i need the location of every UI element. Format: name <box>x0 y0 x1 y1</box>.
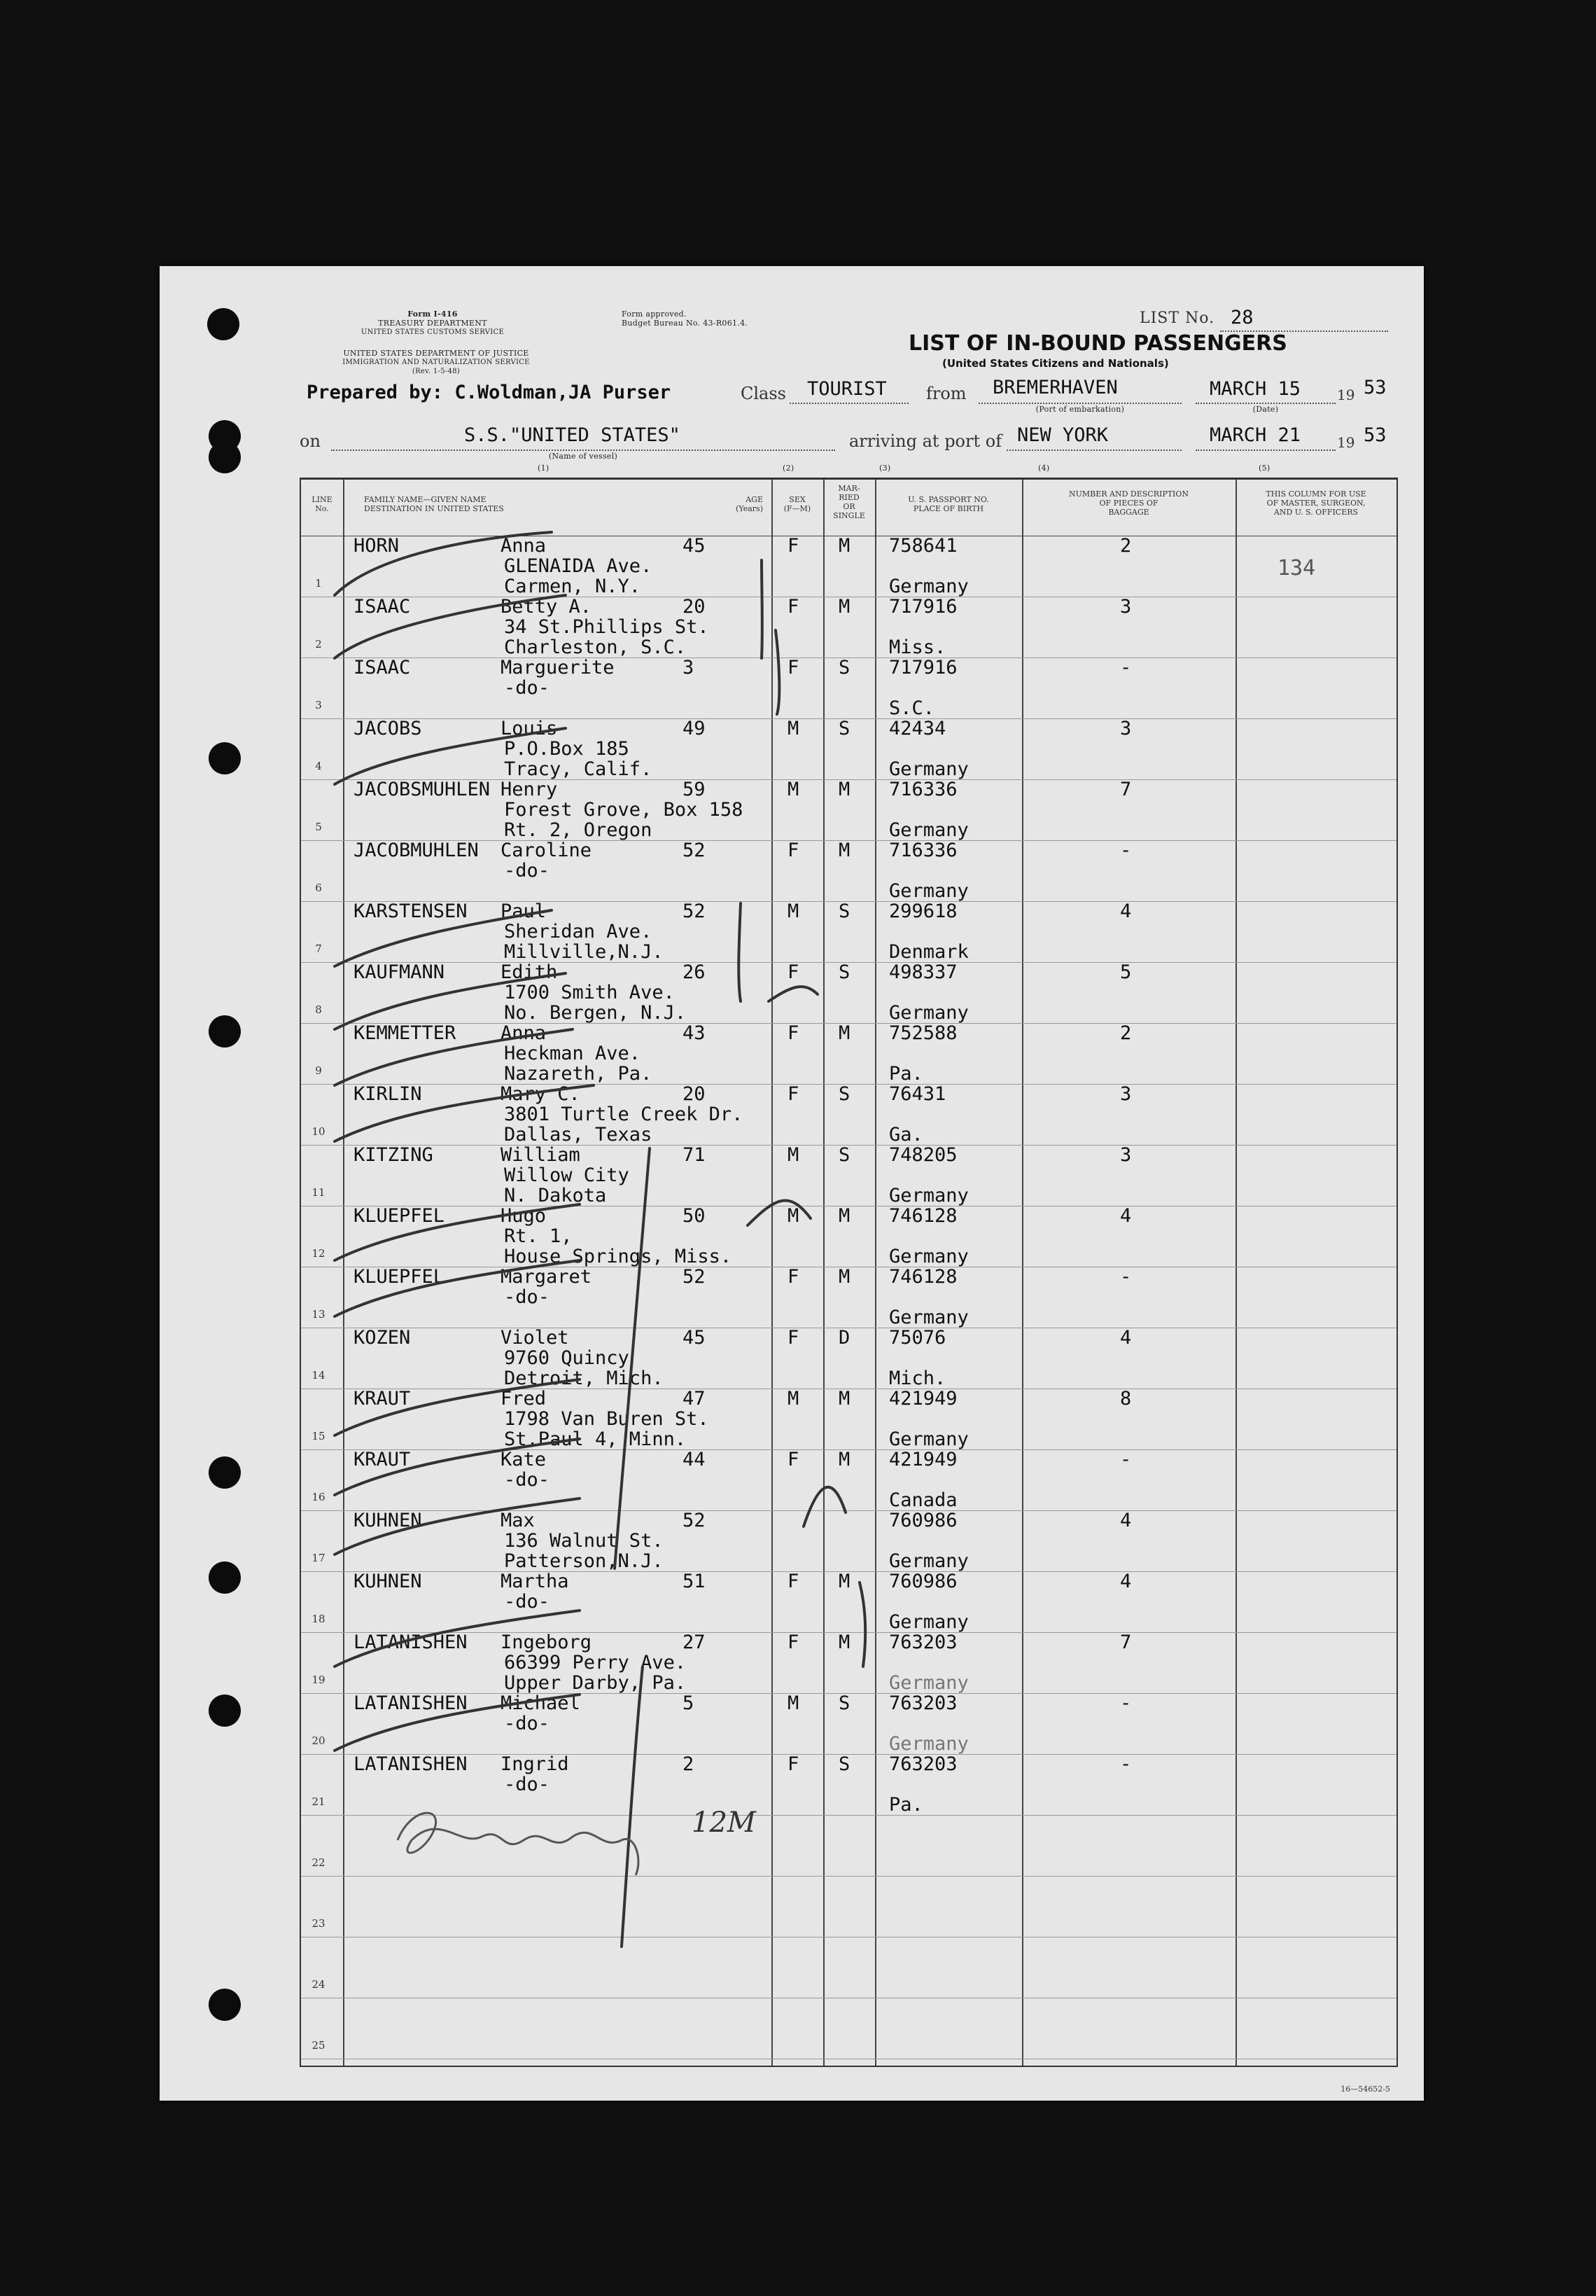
departure-date: MARCH 15 <box>1210 378 1301 400</box>
passport-number: 760986 <box>889 1571 958 1592</box>
sex: M <box>788 1205 799 1227</box>
list-label: LIST No. <box>1140 309 1215 327</box>
class-label: Class <box>741 384 786 403</box>
passport-number: 421949 <box>889 1449 958 1470</box>
marital-status: M <box>839 1388 850 1410</box>
passport-number: 758641 <box>889 535 958 557</box>
destination-line-2: Charleston, S.C. <box>504 636 687 658</box>
destination-line-2: No. Bergen, N.J. <box>504 1002 687 1024</box>
line-number: 25 <box>312 2039 326 2052</box>
line-number: 21 <box>312 1795 326 1808</box>
age: 26 <box>682 961 706 983</box>
baggage-count: 7 <box>1120 779 1132 800</box>
sex: M <box>788 1388 799 1410</box>
marital-status: M <box>839 840 850 861</box>
given-name: Marguerite <box>500 657 615 679</box>
given-name: Anna <box>500 1022 547 1044</box>
family-name: ISAAC <box>354 657 411 679</box>
arriving-label: arriving at port of <box>849 431 1002 451</box>
baggage-count: 2 <box>1120 535 1132 557</box>
place-of-birth: Pa. <box>889 1063 923 1085</box>
given-name: Michael <box>500 1692 580 1714</box>
given-name: Margaret <box>500 1266 592 1288</box>
col-header-sex: SEX (F—M) <box>783 495 811 513</box>
ins-service: IMMIGRATION AND NATURALIZATION SERVICE <box>342 359 530 366</box>
given-name: Ingeborg <box>500 1631 592 1653</box>
age: 5 <box>682 1692 694 1714</box>
place-of-birth: Germany <box>889 819 969 841</box>
baggage-count: 4 <box>1120 1205 1132 1227</box>
sex: M <box>788 779 799 800</box>
line-number: 19 <box>312 1674 326 1686</box>
baggage-count: 5 <box>1120 961 1132 983</box>
baggage-count: - <box>1120 1266 1132 1288</box>
place-of-birth: Canada <box>889 1489 958 1511</box>
arrival-date: MARCH 21 <box>1210 424 1301 446</box>
place-of-birth: Germany <box>889 1428 969 1450</box>
line-number: 14 <box>312 1369 326 1382</box>
col-header-officers: THIS COLUMN FOR USE OF MASTER, SURGEON, AND U. S. OFFICERS <box>1266 489 1366 517</box>
family-name: KRAUT <box>354 1449 411 1470</box>
sex: F <box>788 1083 799 1105</box>
line-number: 20 <box>312 1734 326 1747</box>
destination-line-2: House Springs, Miss. <box>504 1246 732 1267</box>
marital-status: S <box>839 961 850 983</box>
given-name: Mary C. <box>500 1083 580 1105</box>
place-of-birth: Germany <box>889 1733 969 1755</box>
sex: F <box>788 1022 799 1044</box>
sex: M <box>788 900 799 922</box>
age: 71 <box>682 1144 706 1166</box>
destination-line-1: 1798 Van Buren St. <box>504 1408 709 1430</box>
marital-status: S <box>839 718 850 739</box>
passport-number: 746128 <box>889 1266 958 1288</box>
passport-number: 421949 <box>889 1388 958 1410</box>
destination-line-2: Upper Darby, Pa. <box>504 1672 687 1694</box>
passport-number: 717916 <box>889 657 958 679</box>
place-of-birth: Germany <box>889 1185 969 1206</box>
sex: F <box>788 1327 799 1349</box>
age: 20 <box>682 1083 706 1105</box>
family-name: ISAAC <box>354 596 411 618</box>
sex: F <box>788 1449 799 1470</box>
col-header-age: AGE (Years) <box>736 495 763 513</box>
sex: M <box>788 718 799 739</box>
passport-number: 763203 <box>889 1631 958 1653</box>
destination-line-1: -do- <box>504 1591 550 1613</box>
marital-status: S <box>839 657 850 679</box>
baggage-count: 4 <box>1120 1327 1132 1349</box>
destination-line-1: P.O.Box 185 <box>504 738 629 760</box>
col-num-4: (4) <box>1038 464 1050 473</box>
marital-status: M <box>839 596 850 618</box>
destination-line-2: Rt. 2, Oregon <box>504 819 652 841</box>
passport-number: 498337 <box>889 961 958 983</box>
col-header-baggage: NUMBER AND DESCRIPTION OF PIECES OF BAGGAGE <box>1068 489 1189 517</box>
destination-line-1: Forest Grove, Box 158 <box>504 799 743 821</box>
destination-line-1: 9760 Quincy <box>504 1347 629 1369</box>
destination-line-2: Tracy, Calif. <box>504 758 652 780</box>
marital-status: M <box>839 1449 850 1470</box>
col-header-name: FAMILY NAME—GIVEN NAME DESTINATION IN UNITED STATES <box>364 495 504 513</box>
family-name: KIRLIN <box>354 1083 422 1105</box>
family-name: KLUEPFEL <box>354 1266 445 1288</box>
col-header-line: LINE No. <box>312 495 332 513</box>
sex: F <box>788 1753 799 1775</box>
given-name: Fred <box>500 1388 547 1410</box>
line-number: 3 <box>315 699 322 711</box>
form-number: Form I-416 <box>407 309 458 319</box>
age: 52 <box>682 840 706 861</box>
place-of-birth: Germany <box>889 758 969 780</box>
budget-bureau: Budget Bureau No. 43-R061.4. <box>622 319 748 328</box>
destination-line-1: Sheridan Ave. <box>504 921 652 942</box>
baggage-count: 4 <box>1120 1571 1132 1592</box>
col-num-3: (3) <box>879 464 891 473</box>
place-of-birth: Germany <box>889 1611 969 1633</box>
marital-status: M <box>839 1631 850 1653</box>
passport-number: 42434 <box>889 718 946 739</box>
place-of-birth: Miss. <box>889 636 946 658</box>
place-of-birth: Denmark <box>889 941 969 963</box>
destination-line-1: GLENAIDA Ave. <box>504 555 652 577</box>
destination-line-1: 3801 Turtle Creek Dr. <box>504 1104 743 1125</box>
baggage-count: 4 <box>1120 900 1132 922</box>
place-of-birth: Mich. <box>889 1368 946 1389</box>
family-name: KUHNEN <box>354 1510 422 1531</box>
marital-status: M <box>839 1205 850 1227</box>
family-name: LATANISHEN <box>354 1753 468 1775</box>
given-name: William <box>500 1144 580 1166</box>
given-name: Anna <box>500 535 547 557</box>
marital-status: M <box>839 1571 850 1592</box>
destination-line-2: N. Dakota <box>504 1185 607 1206</box>
given-name: Henry <box>500 779 558 800</box>
destination-line-1: -do- <box>504 677 550 699</box>
sex: F <box>788 961 799 983</box>
destination-line-1: Heckman Ave. <box>504 1043 641 1064</box>
sex: F <box>788 1571 799 1592</box>
passport-number: 763203 <box>889 1753 958 1775</box>
given-name: Martha <box>500 1571 569 1592</box>
passport-number: 763203 <box>889 1692 958 1714</box>
prepared-by: Prepared by: C.Woldman,JA Purser <box>307 382 671 403</box>
line-number: 18 <box>312 1613 326 1625</box>
line-number: 16 <box>312 1491 326 1503</box>
age: 44 <box>682 1449 706 1470</box>
place-of-birth: Germany <box>889 1550 969 1572</box>
family-name: KOZEN <box>354 1327 411 1349</box>
family-name: KRAUT <box>354 1388 411 1410</box>
given-name: Edith <box>500 961 558 983</box>
baggage-count: 8 <box>1120 1388 1132 1410</box>
destination-line-2: Millville,N.J. <box>504 941 664 963</box>
sex: F <box>788 1631 799 1653</box>
line-number: 2 <box>315 638 322 650</box>
line-number: 17 <box>312 1552 326 1564</box>
destination-line-2: Carmen, N.Y. <box>504 576 641 597</box>
line-number: 13 <box>312 1308 326 1321</box>
line-number: 5 <box>315 821 322 833</box>
place-of-birth: Germany <box>889 576 969 597</box>
destination-line-2: St.Paul 4, Minn. <box>504 1428 687 1450</box>
handwritten-checkmarks <box>160 266 1424 2101</box>
sex: F <box>788 840 799 861</box>
family-name: JACOBS <box>354 718 422 739</box>
line-number: 23 <box>312 1917 326 1930</box>
destination-line-2: Nazareth, Pa. <box>504 1063 652 1085</box>
age: 59 <box>682 779 706 800</box>
list-number: 28 <box>1231 307 1254 328</box>
marital-status: M <box>839 1266 850 1288</box>
destination-line-2: Dallas, Texas <box>504 1124 652 1146</box>
place-of-birth: Germany <box>889 1246 969 1267</box>
line-number: 15 <box>312 1430 326 1442</box>
line-number: 12 <box>312 1247 326 1260</box>
departure-year: 53 <box>1364 377 1387 398</box>
age: 51 <box>682 1571 706 1592</box>
passport-number: 717916 <box>889 596 958 618</box>
marital-status: S <box>839 1083 850 1105</box>
age: 50 <box>682 1205 706 1227</box>
baggage-count: 7 <box>1120 1631 1132 1653</box>
destination-line-2: Patterson,N.J. <box>504 1550 664 1572</box>
marital-status: M <box>839 779 850 800</box>
age: 47 <box>682 1388 706 1410</box>
baggage-count: 3 <box>1120 718 1132 739</box>
marital-status: M <box>839 535 850 557</box>
sex: F <box>788 657 799 679</box>
destination-line-1: Willow City <box>504 1164 629 1186</box>
line-number: 22 <box>312 1856 326 1869</box>
baggage-count: - <box>1120 657 1132 679</box>
given-name: Betty A. <box>500 596 592 618</box>
page-title: LIST OF IN-BOUND PASSENGERS <box>909 331 1287 356</box>
officer-note: 134 <box>1278 556 1316 580</box>
family-name: KLUEPFEL <box>354 1205 445 1227</box>
page-subtitle: (United States Citizens and Nationals) <box>942 357 1169 370</box>
sex: F <box>788 596 799 618</box>
destination-line-1: -do- <box>504 1286 550 1308</box>
age: 3 <box>682 657 694 679</box>
destination-line-1: Rt. 1, <box>504 1225 573 1247</box>
destination-line-1: -do- <box>504 1774 550 1795</box>
destination-line-1: -do- <box>504 1713 550 1734</box>
line-number: 1 <box>315 577 322 590</box>
passport-number: 75076 <box>889 1327 946 1349</box>
baggage-count: 3 <box>1120 1083 1132 1105</box>
class-value: TOURIST <box>807 378 887 400</box>
age: 2 <box>682 1753 694 1775</box>
baggage-count: - <box>1120 840 1132 861</box>
line-number: 24 <box>312 1978 326 1991</box>
destination-line-1: 66399 Perry Ave. <box>504 1652 687 1674</box>
given-name: Max <box>500 1510 535 1531</box>
passport-number: 716336 <box>889 779 958 800</box>
arrival-year: 53 <box>1364 424 1387 446</box>
col-header-passport: U. S. PASSPORT NO. PLACE OF BIRTH <box>908 495 989 513</box>
justice-dept: UNITED STATES DEPARTMENT OF JUSTICE <box>343 349 529 358</box>
destination-line-1: 1700 Smith Ave. <box>504 982 675 1003</box>
col-num-5: (5) <box>1259 464 1270 473</box>
year-prefix-arrival: 19 <box>1337 434 1355 451</box>
baggage-count: - <box>1120 1753 1132 1775</box>
sex: F <box>788 1266 799 1288</box>
family-name: KUHNEN <box>354 1571 422 1592</box>
marital-status: S <box>839 1692 850 1714</box>
sex: M <box>788 1144 799 1166</box>
given-name: Louis <box>500 718 558 739</box>
age: 43 <box>682 1022 706 1044</box>
port-arrival: NEW YORK <box>1017 424 1109 446</box>
baggage-count: - <box>1120 1449 1132 1470</box>
manifest-page <box>160 266 1424 2101</box>
on-label: on <box>300 431 321 451</box>
col-num-2: (2) <box>783 464 794 473</box>
passport-number: 746128 <box>889 1205 958 1227</box>
family-name: LATANISHEN <box>354 1631 468 1653</box>
baggage-count: - <box>1120 1692 1132 1714</box>
destination-line-1: 34 St.Phillips St. <box>504 616 709 638</box>
date-caption: (Date) <box>1252 405 1279 414</box>
place-of-birth: Germany <box>889 1307 969 1328</box>
place-of-birth: S.C. <box>889 697 935 719</box>
passport-number: 76431 <box>889 1083 946 1105</box>
passport-number: 752588 <box>889 1022 958 1044</box>
marital-status: S <box>839 1144 850 1166</box>
line-number: 4 <box>315 760 322 772</box>
destination-line-2: Detroit, Mich. <box>504 1368 664 1389</box>
line-number: 7 <box>315 942 322 955</box>
family-name: JACOBSMUHLEN <box>354 779 491 800</box>
family-name: KARSTENSEN <box>354 900 468 922</box>
destination-line-1: 136 Walnut St. <box>504 1530 664 1552</box>
family-name: JACOBMUHLEN <box>354 840 479 861</box>
passport-number: 760986 <box>889 1510 958 1531</box>
family-name: KITZING <box>354 1144 433 1166</box>
vessel-name: S.S."UNITED STATES" <box>464 424 680 446</box>
age: 20 <box>682 596 706 618</box>
place-of-birth: Pa. <box>889 1794 923 1816</box>
age: 49 <box>682 718 706 739</box>
baggage-count: 3 <box>1120 596 1132 618</box>
line-number: 8 <box>315 1003 322 1016</box>
baggage-count: 3 <box>1120 1144 1132 1166</box>
sex: M <box>788 1692 799 1714</box>
baggage-count: 2 <box>1120 1022 1132 1044</box>
given-name: Ingrid <box>500 1753 569 1775</box>
marital-status: S <box>839 900 850 922</box>
place-of-birth: Germany <box>889 880 969 902</box>
marital-status: D <box>839 1327 850 1349</box>
year-prefix: 19 <box>1337 387 1355 403</box>
port-embarkation: BREMERHAVEN <box>993 377 1118 398</box>
line-number: 10 <box>312 1125 326 1138</box>
from-label: from <box>926 384 967 403</box>
sex: F <box>788 535 799 557</box>
given-name: Violet <box>500 1327 569 1349</box>
line-number: 11 <box>312 1186 326 1199</box>
given-name: Paul <box>500 900 547 922</box>
given-name: Kate <box>500 1449 547 1470</box>
family-name: KAUFMANN <box>354 961 445 983</box>
family-name: LATANISHEN <box>354 1692 468 1714</box>
marital-status: S <box>839 1753 850 1775</box>
age: 52 <box>682 1266 706 1288</box>
age: 27 <box>682 1631 706 1653</box>
line-number: 6 <box>315 882 322 894</box>
family-name: HORN <box>354 535 400 557</box>
form-revision: (Rev. 1-5-48) <box>412 368 461 375</box>
age: 52 <box>682 1510 706 1531</box>
given-name: Hugo <box>500 1205 547 1227</box>
handwritten-note: 12M <box>692 1807 756 1839</box>
col-num-1: (1) <box>538 464 550 473</box>
place-of-birth: Germany <box>889 1002 969 1024</box>
destination-line-1: -do- <box>504 860 550 882</box>
inspector-signature <box>384 1798 678 1882</box>
passport-number: 716336 <box>889 840 958 861</box>
customs-service: UNITED STATES CUSTOMS SERVICE <box>360 328 505 336</box>
line-number: 9 <box>315 1064 322 1077</box>
family-name: KEMMETTER <box>354 1022 456 1044</box>
col-header-married: MAR- RIED OR SINGLE <box>833 484 865 520</box>
treasury-dept: TREASURY DEPARTMENT <box>378 319 487 328</box>
place-of-birth: Germany <box>889 1672 969 1694</box>
given-name: Caroline <box>500 840 592 861</box>
baggage-count: 4 <box>1120 1510 1132 1531</box>
age: 45 <box>682 535 706 557</box>
form-approved: Form approved. <box>622 309 687 319</box>
age: 52 <box>682 900 706 922</box>
marital-status: M <box>839 1022 850 1044</box>
port-embark-caption: (Port of embarkation) <box>1035 405 1125 414</box>
vessel-caption: (Name of vessel) <box>548 452 618 461</box>
destination-line-1: -do- <box>504 1469 550 1491</box>
form-code: 16—54652-5 <box>1340 2085 1390 2094</box>
passport-number: 299618 <box>889 900 958 922</box>
place-of-birth: Ga. <box>889 1124 923 1146</box>
passport-number: 748205 <box>889 1144 958 1166</box>
age: 45 <box>682 1327 706 1349</box>
